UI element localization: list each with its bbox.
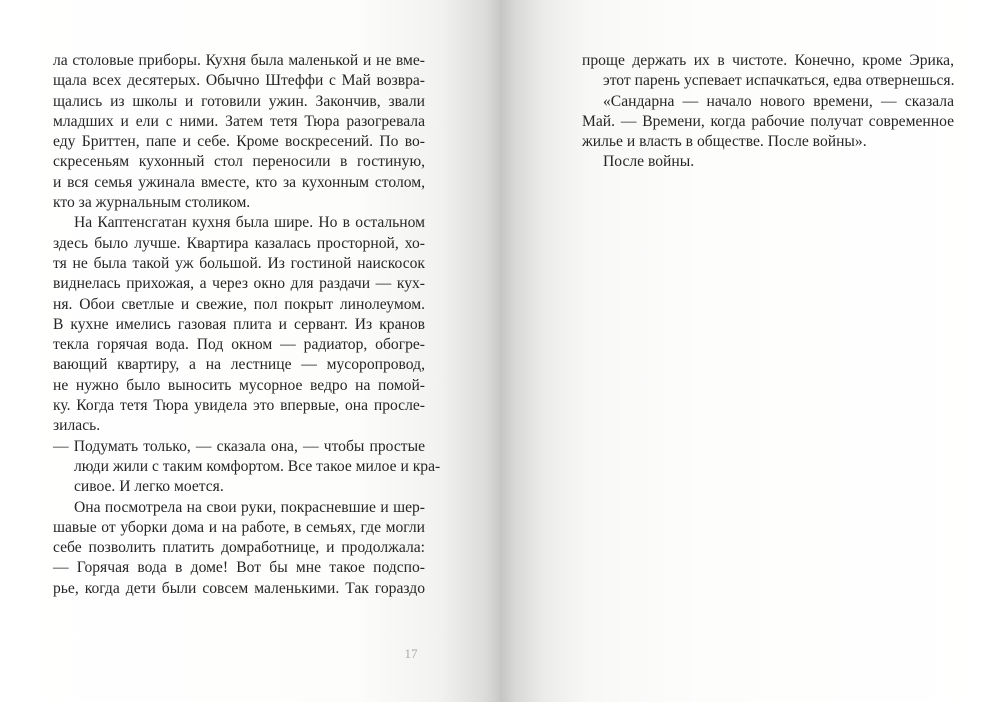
text-line: здесь было лучше. Квартира казалась просторной, хо-: [53, 234, 425, 252]
text-line: этот парень успевает испачкаться, едва отвернешься.: [603, 72, 955, 90]
text-line: вающий квартиру, а на лестнице — мусоропровод,: [53, 356, 425, 374]
text-line: скресеньям кухонный стол переносили в гостиную,: [53, 153, 425, 171]
text-line: и вся семья ужинала вместе, кто за кухонным столом,: [53, 173, 425, 191]
text-line: младших и ели с ними. Затем тетя Тюра разогревала: [53, 112, 425, 130]
left-page-text: [53, 51, 441, 599]
text-line: щались из школы и готовили ужин. Закончив, звали: [53, 92, 425, 110]
right-page-text: [582, 51, 954, 173]
text-line: «Сандарна — начало нового времени, — сказала: [603, 92, 954, 110]
text-line: сивое. И легко моется.: [74, 478, 224, 496]
text-line: кто за журнальным столиком.: [53, 194, 251, 212]
text-line: ла столовые приборы. Кухня была маленькой и не вме-: [53, 52, 425, 69]
text-line: тя не была такой уж большой. Из гостиной наискосок: [53, 254, 425, 272]
text-line: виднелась прихожая, а через окно для раздачи — кух-: [53, 275, 425, 293]
text-line: люди жили с таким комфортом. Все такое милое и кра-: [74, 457, 441, 475]
text-line: зилась.: [53, 417, 101, 435]
text-line: шавые от уборки дома и на работе, в семьях, где могли: [53, 518, 425, 536]
text-line: ку. Когда тетя Тюра увидела это впервые, она просле-: [53, 397, 425, 415]
text-line: не нужно было выносить мусорное ведро на помой-: [53, 376, 425, 394]
text-line: проще держать их в чистоте. Конечно, кроме Эрика,: [582, 52, 954, 69]
text-line: еду Бриттен, папе и себе. Кроме воскресений. По во-: [53, 133, 425, 151]
text-line: Она посмотрела на свои руки, покрасневшие и шер-: [74, 498, 425, 516]
text-line: После войны.: [603, 153, 695, 171]
text-line: текла горячая вода. Под окном — радиатор, обогре-: [53, 336, 425, 354]
text-line: жилье и власть в обществе. После войны».: [582, 133, 867, 151]
text-line: Май. — Времени, когда рабочие получат современное: [582, 112, 954, 130]
text-line: В кухне имелись газовая плита и сервант. Из кранов: [53, 315, 425, 333]
text-line: На Каптенсгатан кухня была шире. Но в остальном: [74, 214, 425, 232]
text-line: щала всех десятерых. Обычно Штеффи с Май возвра-: [53, 72, 425, 90]
text-line: — Подумать только, — сказала она, — чтобы простые: [53, 437, 425, 455]
text-line: рье, когда дети были совсем маленькими. Так гораздо: [53, 579, 425, 597]
text-line: ня. Обои светлые и свежие, пол покрыт линолеумом.: [53, 295, 425, 313]
text-line: — Горячая вода в доме! Вот бы мне такое подспо-: [53, 559, 425, 577]
page-number: 17: [404, 646, 418, 661]
text-line: себе позволить платить домработнице, и продолжала:: [53, 539, 425, 557]
